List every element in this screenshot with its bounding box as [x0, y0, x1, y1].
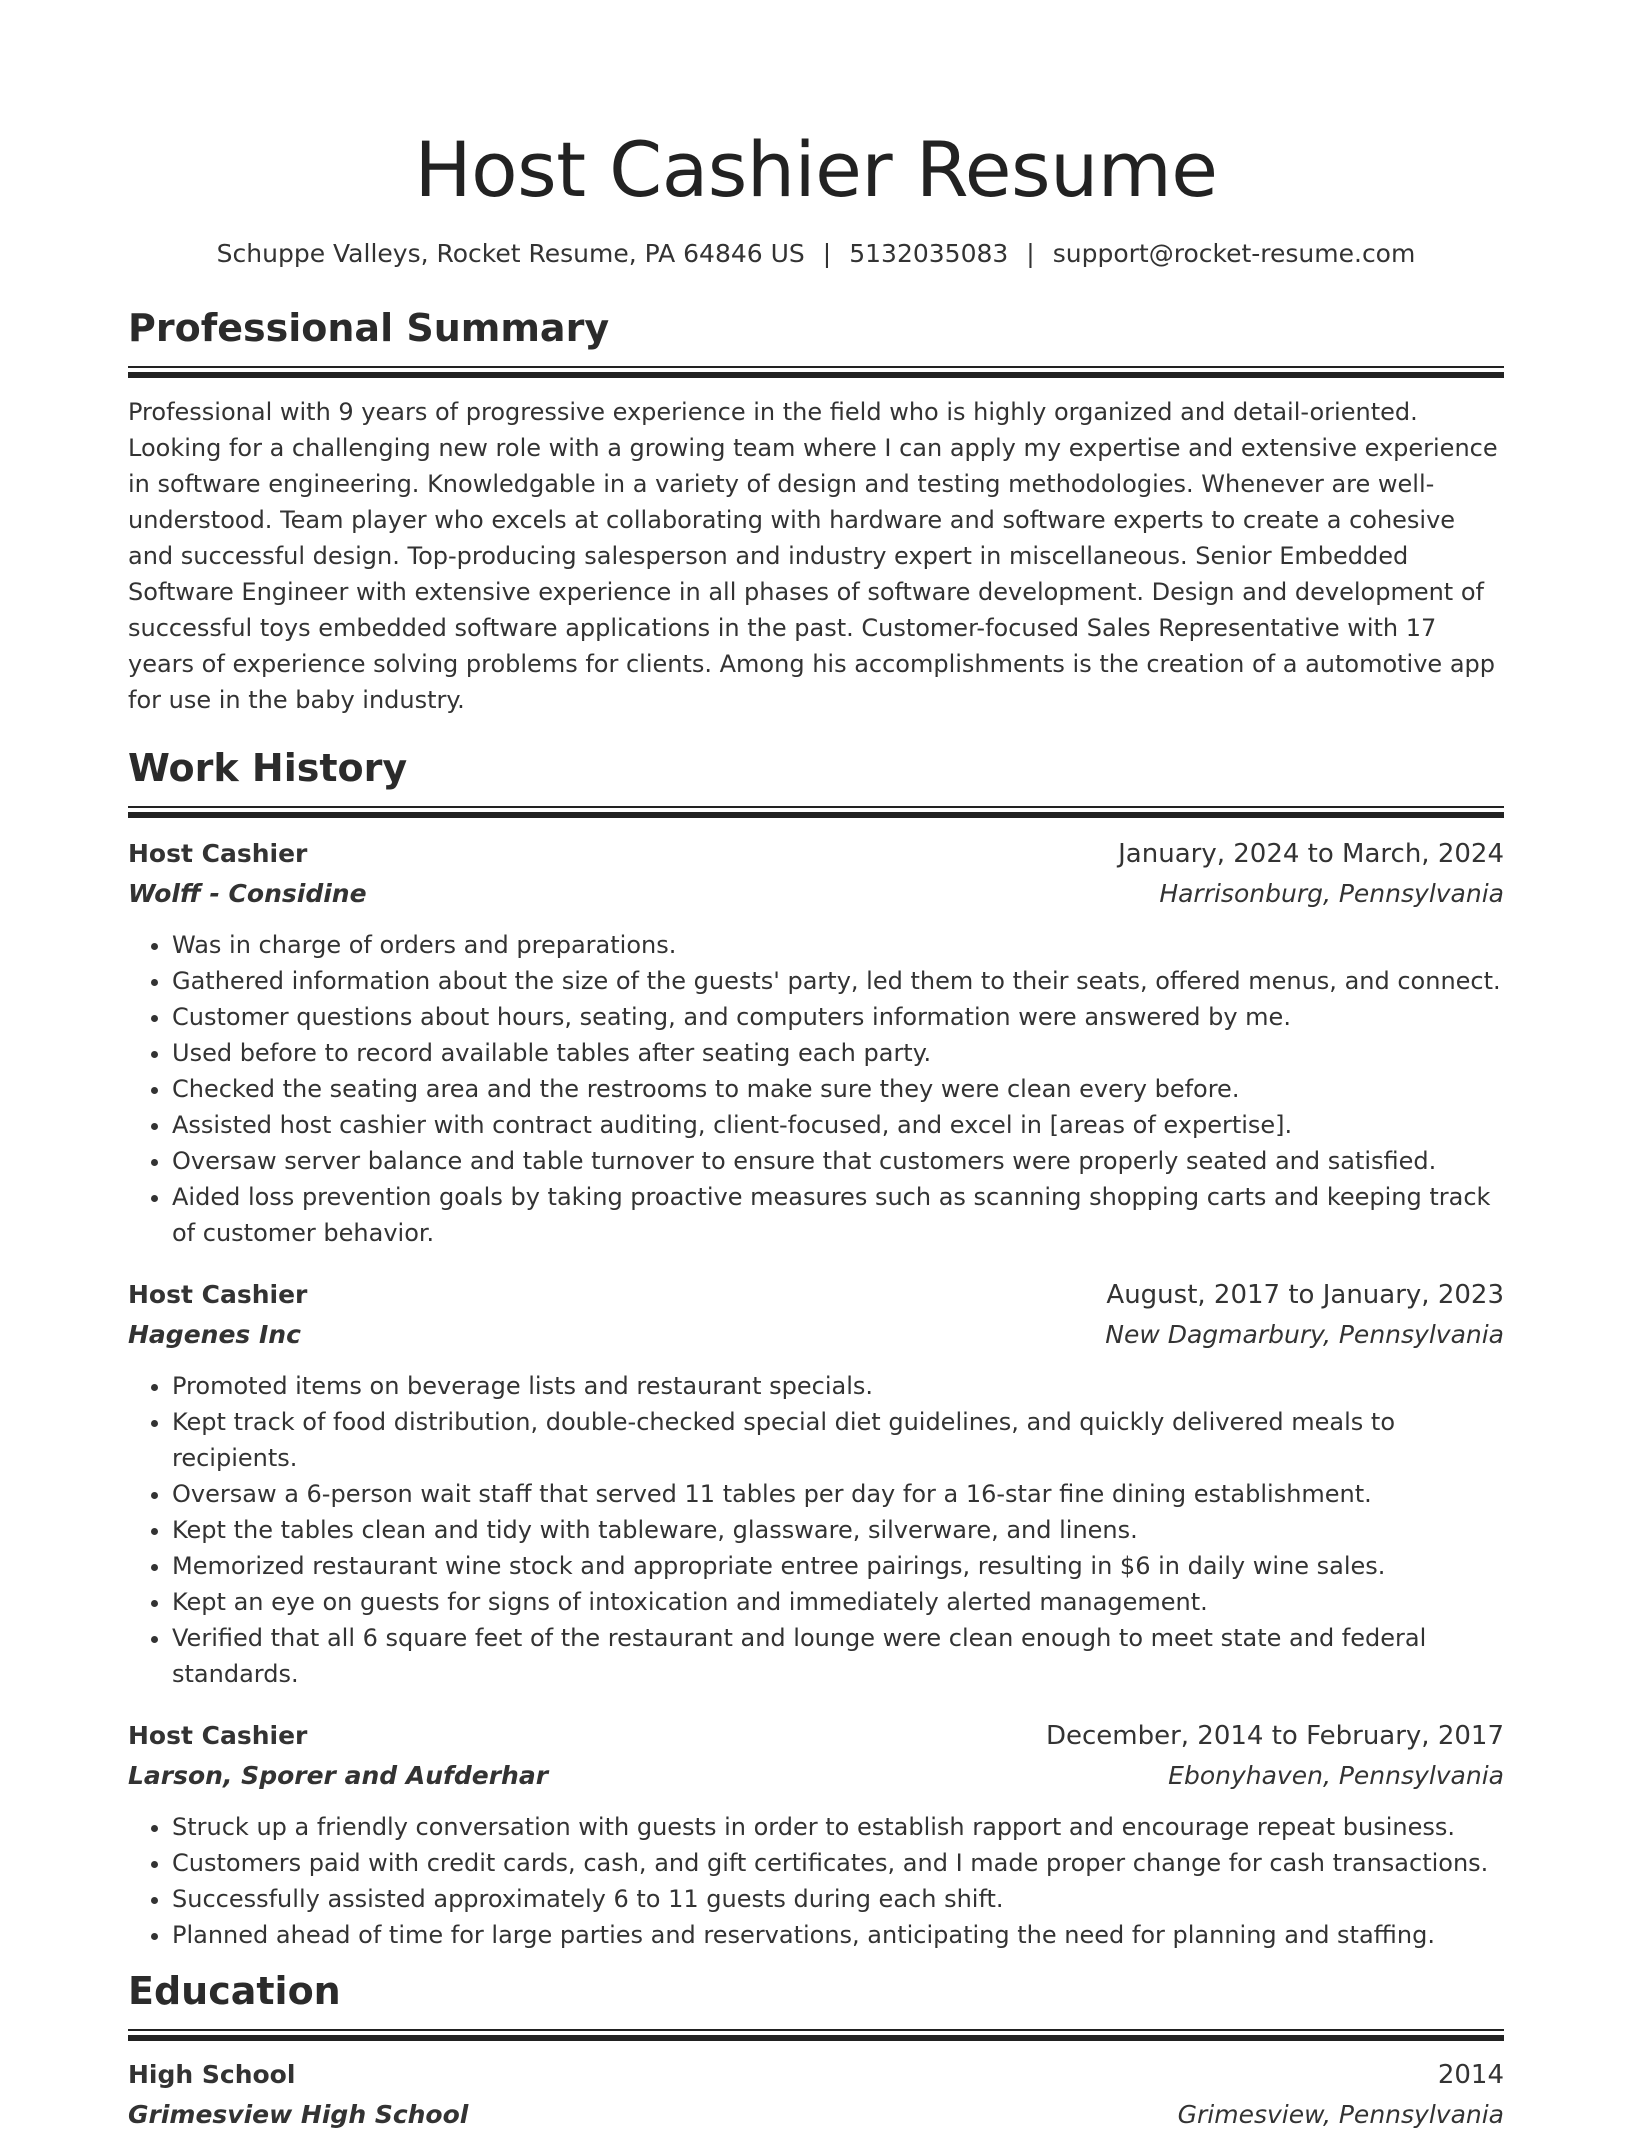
education-location: Grimesview, Pennsylvania — [1177, 2100, 1504, 2129]
work-section — [128, 744, 1504, 1953]
list-item: • Customers paid with credit cards, cash, and gift certificates, and I made proper change for cash transactions. — [172, 1845, 1504, 1881]
contact-address: Schuppe Valleys, Rocket Resume, PA 64846 US — [216, 239, 805, 268]
summary-section — [128, 304, 1504, 718]
resume-page — [128, 0, 1504, 2135]
job-entry — [128, 1275, 1504, 1692]
job-company: Larson, Sporer and Aufderhar — [128, 1761, 549, 1790]
list-item: • Gathered information about the size of the guests' party, led them to their seats, offered menus, and connect. — [172, 963, 1504, 999]
list-item: • Struck up a friendly conversation with guests in order to establish rapport and encourage repeat business. — [172, 1809, 1504, 1845]
list-item: • Planned ahead of time for large parties and reservations, anticipating the need for planning and staffing. — [172, 1917, 1504, 1953]
education-school: Grimesview High School — [128, 2100, 469, 2129]
summary-text: Professional with 9 years of progressive experience in the field who is highly organized and detail-oriented. Looking for a challenging new role with a growing team where I can apply my expertise and extensive experience in software engineering. Knowledgable in a variety of design and testing methodologies. Whenever are well-understood. Team player who excels at collaborating with hardware and software experts to create a cohesive and successful design. Top-producing salesperson and industry expert in miscellaneous. Senior Embedded Software Engineer with extensive experience in all phases of software development. Design and development of successful toys embedded software applications in the past. Customer-focused Sales Representative with 17 years of experience solving problems for clients. Among his accomplishments is the creation of a automotive app for use in the baby industry. — [128, 398, 1498, 714]
contact-phone: 5132035083 — [849, 239, 1009, 268]
list-item: • Kept track of food distribution, double-checked special diet guidelines, and quickly delivered meals to recipients. — [172, 1404, 1504, 1476]
job-dates: August, 2017 to January, 2023 — [1106, 1280, 1504, 1310]
list-item: • Was in charge of orders and preparations. — [172, 927, 1504, 963]
job-location: New Dagmarbury, Pennsylvania — [1105, 1320, 1504, 1349]
education-entry — [128, 2055, 1504, 2135]
contact-line — [128, 238, 1504, 270]
section-divider — [128, 2035, 1504, 2041]
section-divider — [128, 812, 1504, 818]
job-title: Host Cashier — [128, 839, 308, 868]
job-entry — [128, 1716, 1504, 1953]
job-dates: December, 2014 to February, 2017 — [1045, 1721, 1504, 1751]
contact-separator: | — [1026, 239, 1035, 268]
list-item: • Verified that all 6 square feet of the restaurant and lounge were clean enough to meet state and federal standards. — [172, 1620, 1504, 1692]
list-item: • Assisted host cashier with contract auditing, client-focused, and excel in [areas of expertise]. — [172, 1107, 1504, 1143]
job-bullets — [128, 1368, 1504, 1692]
list-item: • Oversaw a 6-person wait staff that served 11 tables per day for a 16-star fine dining establishment. — [172, 1476, 1504, 1512]
job-entry — [128, 834, 1504, 1251]
job-company: Wolff - Considine — [128, 879, 367, 908]
contact-separator: | — [822, 239, 832, 268]
job-dates: January, 2024 to March, 2024 — [1118, 839, 1504, 869]
contact-email: support@rocket-resume.com — [1052, 239, 1416, 268]
job-title: Host Cashier — [128, 1280, 308, 1309]
list-item: • Customer questions about hours, seating, and computers information were answered by me. — [172, 999, 1504, 1035]
education-year: 2014 — [1437, 2060, 1504, 2090]
list-item: • Memorized restaurant wine stock and appropriate entree pairings, resulting in $6 in daily wine sales. — [172, 1548, 1504, 1584]
section-divider — [128, 366, 1504, 368]
section-divider — [128, 806, 1504, 808]
education-section — [128, 1967, 1504, 2135]
job-bullets — [128, 1809, 1504, 1953]
list-item: • Promoted items on beverage lists and restaurant specials. — [172, 1368, 1504, 1404]
page-title: Host Cashier Resume — [414, 125, 1218, 214]
section-heading: Education — [128, 1969, 341, 2013]
list-item: • Oversaw server balance and table turnover to ensure that customers were properly seated and satisfied. — [172, 1143, 1504, 1179]
job-company: Hagenes Inc — [128, 1320, 301, 1349]
list-item: • Checked the seating area and the restrooms to make sure they were clean every before. — [172, 1071, 1504, 1107]
job-title: Host Cashier — [128, 1721, 308, 1750]
list-item: • Kept an eye on guests for signs of intoxication and immediately alerted management. — [172, 1584, 1504, 1620]
section-divider — [128, 372, 1504, 378]
section-heading: Work History — [128, 746, 408, 790]
list-item: • Aided loss prevention goals by taking proactive measures such as scanning shopping carts and keeping track of customer behavior. — [172, 1179, 1504, 1251]
job-location: Ebonyhaven, Pennsylvania — [1168, 1761, 1504, 1790]
list-item: • Kept the tables clean and tidy with tableware, glassware, silverware, and linens. — [172, 1512, 1504, 1548]
job-location: Harrisonburg, Pennsylvania — [1159, 879, 1504, 908]
section-divider — [128, 2029, 1504, 2031]
section-heading: Professional Summary — [128, 306, 610, 350]
list-item: • Used before to record available tables after seating each party. — [172, 1035, 1504, 1071]
job-bullets — [128, 927, 1504, 1251]
education-degree: High School — [128, 2060, 296, 2089]
list-item: • Successfully assisted approximately 6 to 11 guests during each shift. — [172, 1881, 1504, 1917]
